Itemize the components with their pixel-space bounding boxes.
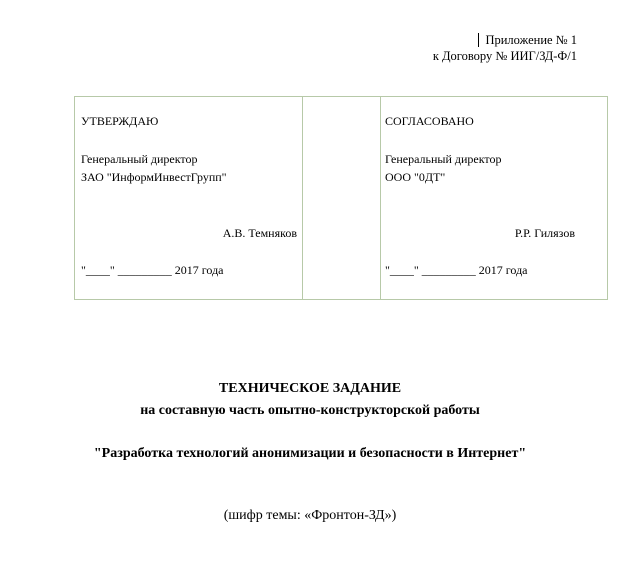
approval-table xyxy=(74,96,608,300)
table-column-divider xyxy=(302,96,303,300)
project-code: (шифр темы: «Фронтон-ЗД») xyxy=(223,508,397,523)
table-column-divider xyxy=(380,96,381,300)
approved-heading: УТВЕРЖДАЮ xyxy=(81,114,159,128)
project-name: "Разработка технологий анонимизации и безопасности в Интернет" xyxy=(93,446,527,461)
approved-date-line: "____" _________ 2017 года xyxy=(81,263,224,277)
agreed-heading: СОГЛАСОВАНО xyxy=(385,114,474,128)
appendix-number: Приложение № 1 xyxy=(485,33,577,47)
agreed-signer: Р.Р. Гилязов xyxy=(514,226,575,240)
document-subtitle: на составную часть опытно-конструкторской работы xyxy=(140,403,480,418)
approved-position: Генеральный директор xyxy=(81,152,198,166)
agreed-date-line: "____" _________ 2017 года xyxy=(385,263,528,277)
appendix-reference xyxy=(433,32,577,64)
contract-reference: к Договору № ИИГ/ЗД-Ф/1 xyxy=(432,49,577,63)
document-title: ТЕХНИЧЕСКОЕ ЗАДАНИЕ xyxy=(218,381,402,396)
agreed-position: Генеральный директор xyxy=(385,152,502,166)
approved-signer: А.В. Темняков xyxy=(222,226,297,240)
agreed-organization: ООО "0ДТ" xyxy=(385,170,446,184)
approved-organization: ЗАО "ИнформИнвестГрупп" xyxy=(81,170,227,184)
